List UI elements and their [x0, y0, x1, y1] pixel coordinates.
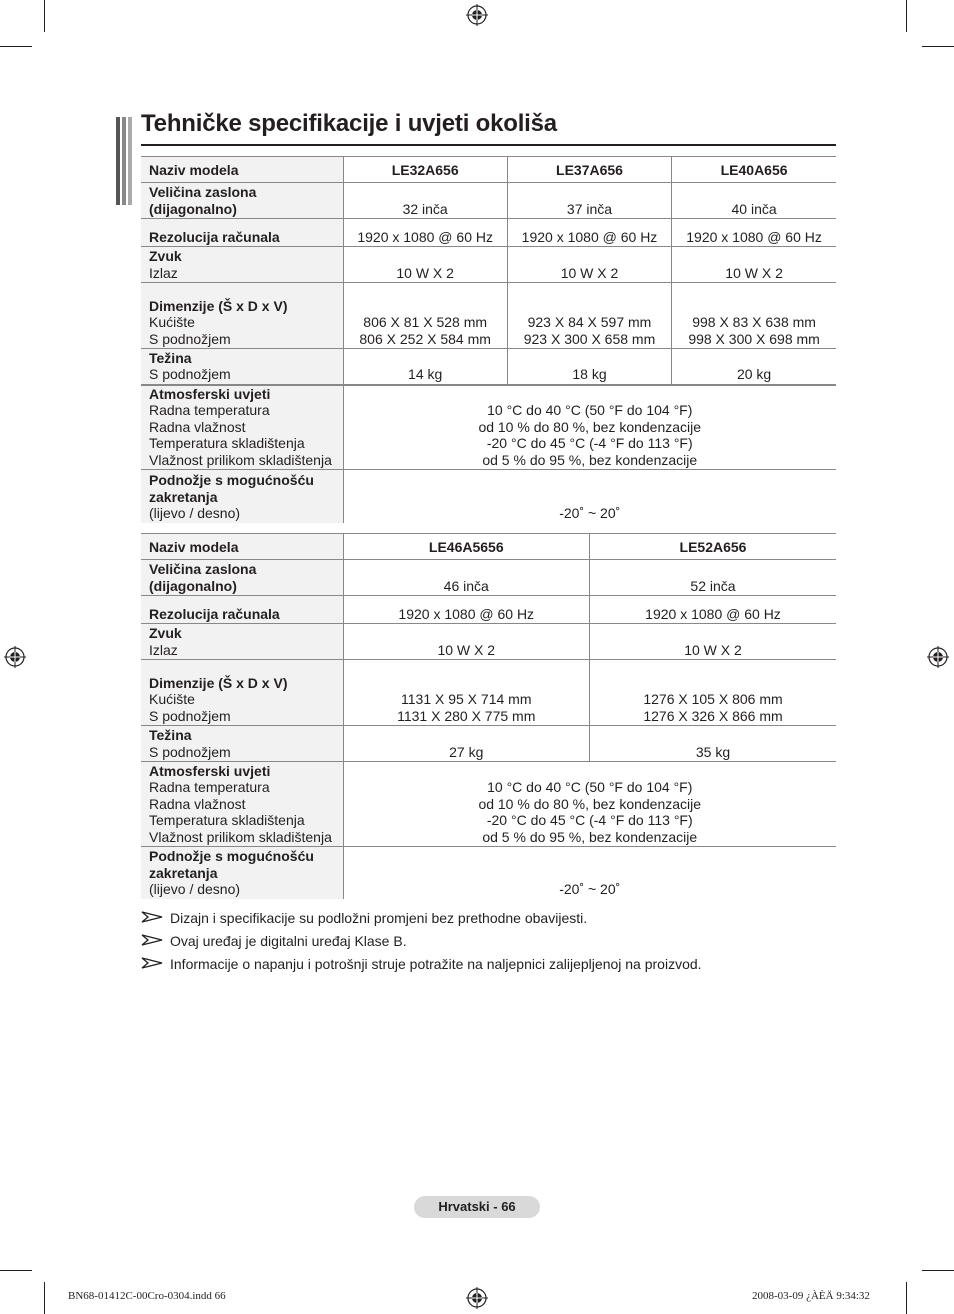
environment-row-label: Temperatura skladištenja	[149, 435, 305, 451]
table-row	[141, 847, 836, 899]
swivel-label: Podnožje s mogućnošću	[149, 848, 314, 864]
swivel-sublabel: (lijevo / desno)	[149, 505, 241, 521]
note-text: Ovaj uređaj je digitalni uređaj Klase B.	[170, 932, 407, 949]
note-arrow-icon	[141, 934, 170, 948]
dimensions-stand-value: 1276 X 326 X 866 mm	[643, 707, 783, 724]
crop-mark	[44, 0, 45, 32]
table-row	[141, 385, 836, 470]
list-item	[141, 906, 702, 929]
model-name: LE46A5656	[343, 534, 590, 560]
registration-mark-icon	[927, 646, 949, 668]
crop-mark	[906, 1282, 907, 1314]
model-name: LE52A656	[590, 534, 837, 560]
environment-row-value: od 10 % do 80 %, bez kondenzacije	[478, 418, 702, 435]
environment-label: Atmosferski uvjeti	[149, 762, 271, 779]
model-name-label: Naziv modela	[149, 161, 239, 178]
table-row	[141, 762, 836, 847]
note-arrow-icon	[141, 957, 170, 971]
dimensions-body-label: Kućište	[149, 314, 195, 330]
environment-label: Atmosferski uvjeti	[149, 385, 271, 402]
environment-row-label: Radna temperatura	[149, 402, 270, 418]
environment-row-value: 10 °C do 40 °C (50 °F do 104 °F)	[487, 779, 693, 795]
screen-size-label: Veličina zaslona	[149, 561, 257, 577]
environment-row-value: -20 °C do 45 °C (-4 °F do 113 °F)	[486, 435, 693, 451]
dimensions-body-label: Kućište	[149, 691, 195, 707]
dimensions-stand-value: 923 X 300 X 658 mm	[523, 330, 656, 347]
screen-size-value: 46 inča	[343, 560, 590, 596]
sound-value: 10 W X 2	[507, 247, 671, 283]
dimensions-body-value: 1276 X 105 X 806 mm	[643, 691, 783, 707]
dimensions-stand-label: S podnožjem	[149, 330, 231, 347]
weight-value: 14 kg	[343, 349, 507, 385]
registration-mark-icon	[4, 646, 26, 668]
screen-size-label: Veličina zaslona	[149, 184, 257, 200]
environment-row-value: -20 °C do 45 °C (-4 °F do 113 °F)	[486, 812, 693, 828]
table-row	[141, 534, 836, 560]
table-row	[141, 470, 836, 523]
resolution-value: 1920 x 1080 @ 60 Hz	[343, 596, 590, 624]
note-text: Dizajn i specifikacije su podložni promjeni bez prethodne obavijesti.	[170, 909, 588, 926]
dimensions-stand-value: 806 X 252 X 584 mm	[359, 330, 491, 347]
title-rule	[141, 144, 836, 146]
swivel-label: zakretanja	[149, 488, 218, 505]
table-row	[141, 349, 836, 385]
table-row	[141, 219, 836, 247]
note-text: Informacije o napanju i potrošnji struje potražite na naljepnici zalijepljenoj na proizvod.	[170, 955, 702, 972]
page-title: Tehničke specifikacije i uvjeti okoliša	[141, 110, 557, 137]
table-row	[141, 660, 836, 726]
resolution-value: 1920 x 1080 @ 60 Hz	[343, 219, 507, 247]
screen-size-sublabel: (dijagonalno)	[149, 200, 237, 217]
environment-row-value: od 5 % do 95 %, bez kondenzacije	[482, 828, 698, 845]
crop-mark	[44, 1282, 45, 1314]
resolution-value: 1920 x 1080 @ 60 Hz	[672, 219, 836, 247]
dimensions-body-value: 923 X 84 X 597 mm	[527, 314, 652, 330]
crop-mark	[922, 1270, 954, 1271]
screen-size-value: 40 inča	[672, 183, 836, 219]
swivel-sublabel: (lijevo / desno)	[149, 881, 241, 897]
model-name: LE37A656	[507, 157, 671, 183]
screen-size-value: 37 inča	[507, 183, 671, 219]
resolution-value: 1920 x 1080 @ 60 Hz	[590, 596, 837, 624]
dimensions-body-value: 1131 X 95 X 714 mm	[401, 691, 532, 707]
weight-value: 20 kg	[672, 349, 836, 385]
registration-mark-icon	[466, 4, 488, 26]
dimensions-label: Dimenzije (Š x D x V)	[149, 674, 288, 691]
model-name-label: Naziv modela	[149, 538, 239, 555]
sound-value: 10 W X 2	[590, 624, 837, 660]
table-row	[141, 247, 836, 283]
environment-row-label: Radna vlažnost	[149, 795, 246, 812]
environment-row-value: od 5 % do 95 %, bez kondenzacije	[482, 451, 698, 468]
environment-row-label: Temperatura skladištenja	[149, 812, 305, 828]
swivel-value: -20˚ ~ 20˚	[343, 847, 836, 899]
spec-table-1	[141, 156, 836, 523]
environment-row-value: 10 °C do 40 °C (50 °F do 104 °F)	[487, 402, 693, 418]
page-number-badge: Hrvatski - 66	[414, 1196, 540, 1218]
resolution-label: Rezolucija računala	[149, 228, 280, 245]
sound-label: Zvuk	[149, 625, 182, 641]
weight-sublabel: S podnožjem	[149, 743, 231, 760]
dimensions-body-value: 806 X 81 X 528 mm	[363, 314, 488, 330]
weight-value: 18 kg	[507, 349, 671, 385]
swivel-value: -20˚ ~ 20˚	[343, 470, 836, 523]
environment-row-label: Radna temperatura	[149, 779, 270, 795]
sound-label: Zvuk	[149, 248, 182, 264]
spec-table-2	[141, 533, 836, 899]
notes-list	[141, 906, 702, 975]
table-row	[141, 726, 836, 762]
swivel-label: Podnožje s mogućnošću	[149, 472, 314, 488]
weight-sublabel: S podnožjem	[149, 366, 231, 382]
table-row	[141, 283, 836, 349]
table-row	[141, 560, 836, 596]
dimensions-stand-value: 998 X 300 X 698 mm	[688, 330, 820, 347]
crop-mark	[906, 0, 907, 32]
resolution-value: 1920 x 1080 @ 60 Hz	[507, 219, 671, 247]
swivel-label: zakretanja	[149, 864, 218, 881]
screen-size-value: 52 inča	[590, 560, 837, 596]
sound-sublabel: Izlaz	[149, 641, 178, 658]
sound-value: 10 W X 2	[343, 247, 507, 283]
title-decoration-bar	[116, 117, 132, 205]
sound-value: 10 W X 2	[672, 247, 836, 283]
file-slug: BN68-01412C-00Cro-0304.indd 66	[68, 1290, 226, 1302]
dimensions-stand-value: 1131 X 280 X 775 mm	[397, 707, 536, 724]
sound-value: 10 W X 2	[343, 624, 590, 660]
dimensions-body-value: 998 X 83 X 638 mm	[692, 314, 816, 330]
environment-row-label: Vlažnost prilikom skladištenja	[149, 451, 332, 468]
crop-mark	[0, 46, 32, 47]
date-slug: 2008-03-09 ¿ÀÈÄ 9:34:32	[752, 1290, 870, 1302]
note-arrow-icon	[141, 911, 170, 925]
environment-row-value: od 10 % do 80 %, bez kondenzacije	[478, 795, 702, 812]
table-row	[141, 624, 836, 660]
environment-row-label: Vlažnost prilikom skladištenja	[149, 828, 332, 845]
resolution-label: Rezolucija računala	[149, 605, 280, 622]
weight-value: 27 kg	[343, 726, 590, 762]
model-name: LE40A656	[672, 157, 836, 183]
dimensions-label: Dimenzije (Š x D x V)	[149, 297, 288, 314]
list-item	[141, 952, 702, 975]
table-row	[141, 596, 836, 624]
registration-mark-icon	[466, 1287, 488, 1309]
screen-size-sublabel: (dijagonalno)	[149, 577, 237, 594]
weight-label: Težina	[149, 727, 192, 743]
weight-label: Težina	[149, 349, 192, 366]
environment-row-label: Radna vlažnost	[149, 418, 246, 435]
weight-value: 35 kg	[590, 726, 837, 762]
model-name: LE32A656	[343, 157, 507, 183]
dimensions-stand-label: S podnožjem	[149, 707, 231, 724]
table-row	[141, 157, 836, 183]
sound-sublabel: Izlaz	[149, 264, 178, 281]
list-item	[141, 929, 702, 952]
crop-mark	[922, 46, 954, 47]
table-row	[141, 183, 836, 219]
screen-size-value: 32 inča	[343, 183, 507, 219]
crop-mark	[0, 1270, 32, 1271]
